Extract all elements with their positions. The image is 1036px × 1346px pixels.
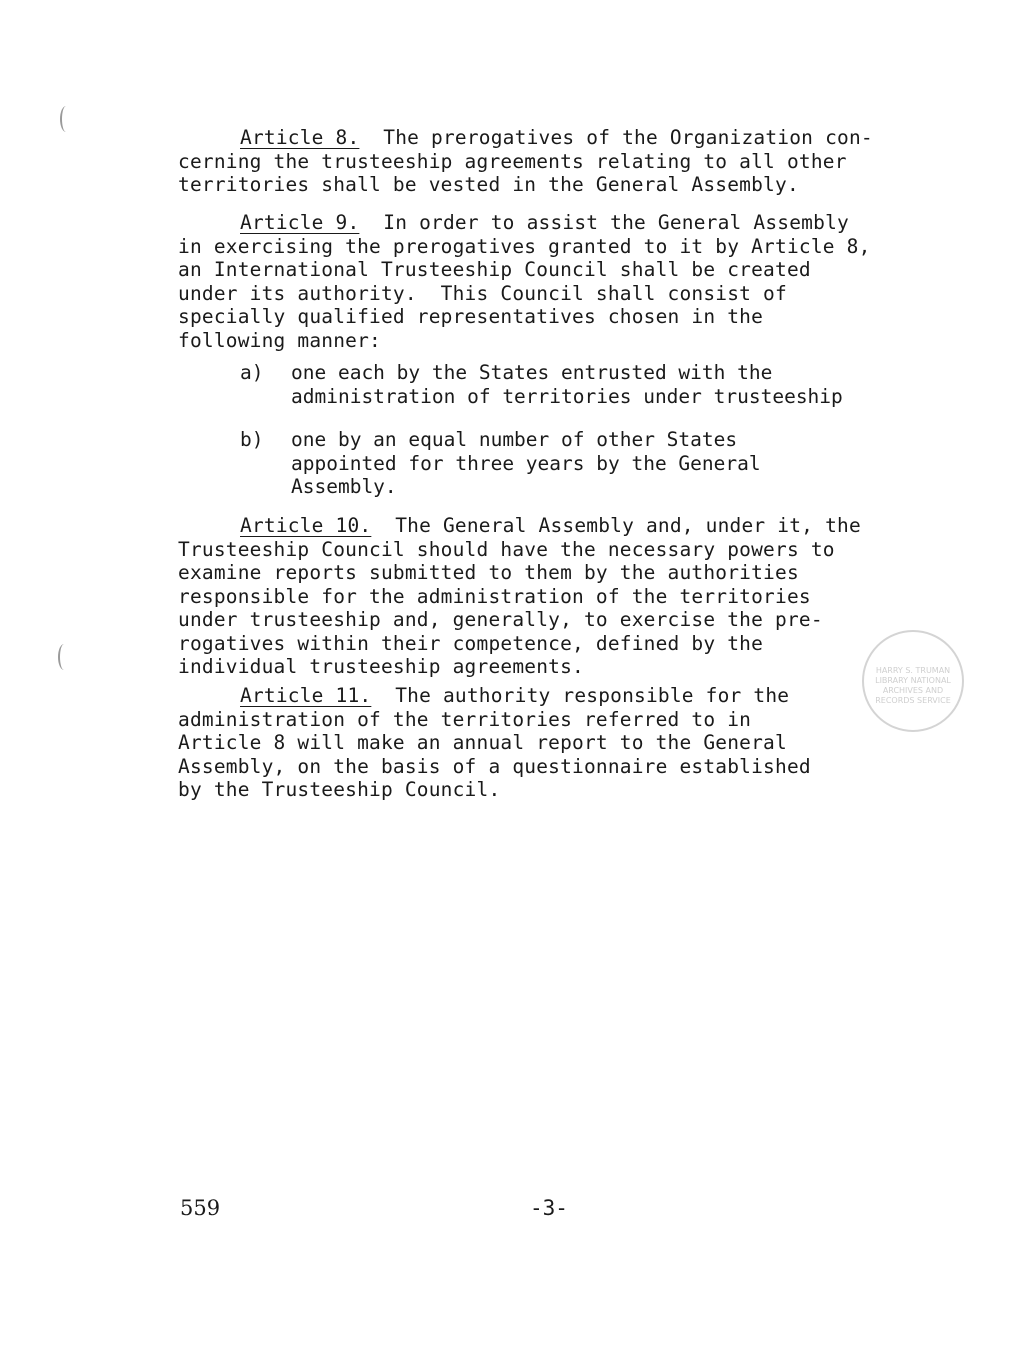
punch-hole-middle xyxy=(58,644,70,670)
list-body-a xyxy=(291,361,843,408)
article-10-line-4: responsible for the administration of the territories xyxy=(178,584,811,608)
article-11-line-5: by the Trusteeship Council. xyxy=(178,778,501,801)
article-10-line-6: rogatives within their competence, defined by the xyxy=(178,631,764,655)
article-8-line-1: Article 8. The prerogatives of the Organization con- xyxy=(240,126,873,149)
article-11-line-1: Article 11. The authority responsible for the xyxy=(240,684,790,707)
article-9-line-6: following manner: xyxy=(178,328,381,352)
article-9-paragraph xyxy=(178,211,918,352)
article-9-line-4: under its authority. This Council shall consist of xyxy=(178,281,787,305)
list-body-b xyxy=(291,428,761,499)
list-a-line-1: one each by the States entrusted with the xyxy=(291,361,773,384)
list-marker-a: a) xyxy=(240,361,264,384)
article-11-line-3: Article 8 will make an annual report to the General xyxy=(178,731,787,754)
article-11-paragraph xyxy=(178,684,918,802)
page-number: -3- xyxy=(530,1196,568,1220)
article-heading: Article 9. xyxy=(240,211,360,234)
article-8-line-3: territories shall be vested in the General Assembly. xyxy=(178,173,799,196)
article-heading: Article 10. xyxy=(240,514,372,537)
article-9-line-2: in exercising the prerogatives granted to it by Article 8, xyxy=(178,234,871,258)
article-9-line-5: specially qualified representatives chosen in the xyxy=(178,305,764,328)
document-number: 559 xyxy=(180,1196,221,1220)
archive-stamp-text: HARRY S. TRUMAN LIBRARY NATIONAL ARCHIVES AND RECORDS SERVICE xyxy=(875,666,951,705)
article-10-line-2: Trusteeship Council should have the necessary powers to xyxy=(178,537,835,561)
article-heading: Article 8. xyxy=(240,126,360,149)
article-8-line-2: cerning the trusteeship agreements relating to all other xyxy=(178,149,847,173)
list-b-line-1: one by an equal number of other States xyxy=(291,428,738,451)
article-10-line-7: individual trusteeship agreements. xyxy=(178,655,584,678)
punch-hole-top xyxy=(60,106,72,132)
list-b-line-3: Assembly. xyxy=(291,475,397,498)
article-heading: Article 11. xyxy=(240,684,372,707)
list-a-line-2: administration of territories under trusteeship xyxy=(291,384,843,408)
article-10-paragraph xyxy=(178,514,918,679)
article-10-line-3: examine reports submitted to them by the authorities xyxy=(178,561,799,584)
article-11-line-2: administration of the territories referred to in xyxy=(178,707,752,731)
list-b-line-2: appointed for three years by the General xyxy=(291,451,761,475)
article-9-line-1: Article 9. In order to assist the General Assembly xyxy=(240,211,849,234)
article-10-line-5: under trusteeship and, generally, to exercise the pre- xyxy=(178,608,823,631)
article-9-line-3: an International Trusteeship Council shall be created xyxy=(178,258,811,281)
article-11-line-4: Assembly, on the basis of a questionnaire established xyxy=(178,754,811,778)
list-marker-b: b) xyxy=(240,428,264,451)
article-8-paragraph xyxy=(178,126,918,197)
article-10-line-1: Article 10. The General Assembly and, under it, the xyxy=(240,514,861,537)
